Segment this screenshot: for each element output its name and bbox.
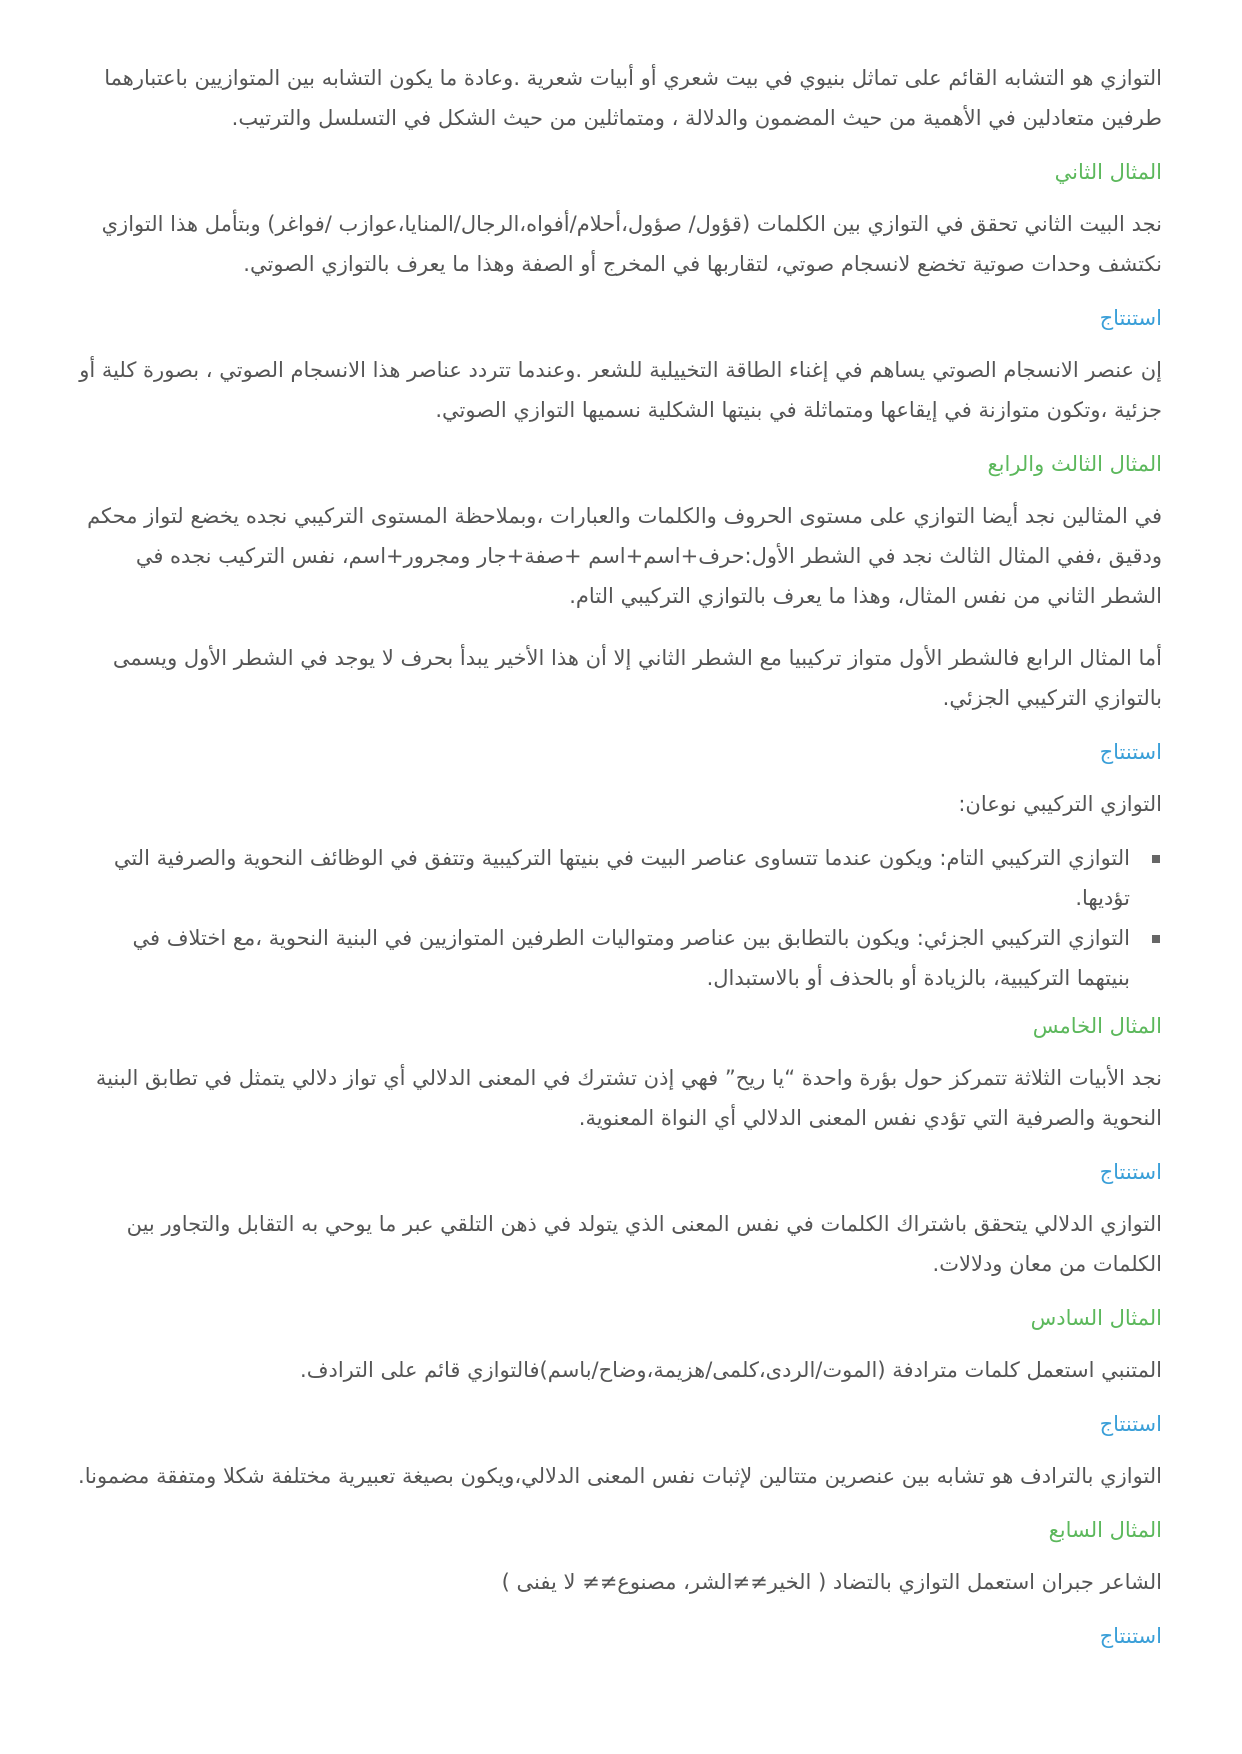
example5-heading: المثال الخامس: [1032, 1014, 1162, 1038]
example34-paragraph: في المثالين نجد أيضا التوازي على مستوى الحروف والكلمات والعبارات ،وبملاحظة المستوى التركيبي نجده يخضع لتواز محكم ودقيق ،ففي المثال الثالث نجد في الشطر الأول:حرف+اسم+اسم +صفة+جار ومجرور+اسم، نفس التركيب نجده في الشطر الثاني من نفس المثال، وهذا ما يعرف بالتوازي التركيبي التام.: [87, 504, 1162, 608]
example7-heading: المثال السابع: [1048, 1518, 1162, 1542]
conclusion2-intro: التوازي التركيبي نوعان:: [958, 792, 1162, 816]
conclusion3-heading: استنتاج: [1099, 1160, 1162, 1184]
conclusion5-heading: استنتاج: [1099, 1624, 1162, 1648]
example7-paragraph: الشاعر جبران استعمل التوازي بالتضاد ( الخير≠≠الشر، مصنوع≠≠ لا يفنى ): [501, 1570, 1162, 1594]
conclusion1-heading: استنتاج: [1099, 306, 1162, 330]
conclusion3-paragraph: التوازي الدلالي يتحقق باشتراك الكلمات في نفس المعنى الذي يتولد في ذهن التلقي عبر ما يوحي به التقابل والتجاور بين الكلمات من معان ودلالات.: [126, 1212, 1162, 1276]
example5-paragraph: نجد الأبيات الثلاثة تتمركز حول بؤرة واحدة “يا ريح” فهي إذن تشترك في المعنى الدلالي أي تواز دلالي يتمثل في تطابق البنية النحوية والصرفية التي تؤدي نفس المعنى الدلالي أي النواة المعنوية.: [95, 1066, 1162, 1130]
conclusion2-heading: استنتاج: [1099, 740, 1162, 764]
example2-paragraph: نجد البيت الثاني تحقق في التوازي بين الكلمات (قؤول/ صؤول،أحلام/أفواه،الرجال/المنايا،عوازب /فواغر) وبتأمل هذا التوازي نكتشف وحدات صوتية تخضع لانسجام صوتي، لتقاربها في المخرج أو الصفة وهذا ما يعرف بالتوازي الصوتي.: [101, 212, 1162, 276]
list-item-text: التوازي التركيبي التام: ويكون عندما تتساوى عناصر البيت في بنيتها التركيبية وتتفق في الوظائف النحوية والصرفية التي تؤديها.: [113, 846, 1130, 910]
intro-paragraph: التوازي هو التشابه القائم على تماثل بنيوي في بيت شعري أو أبيات شعرية .وعادة ما يكون التشابه بين المتوازيين باعتبارهما طرفين متعادلين في الأهمية من حيث المضمون والدلالة ، ومتماثلين من حيث الشكل في التسلسل والترتيب.: [104, 66, 1162, 130]
conclusion4-heading: استنتاج: [1099, 1412, 1162, 1436]
conclusion1-paragraph: إن عنصر الانسجام الصوتي يساهم في إغناء الطاقة التخييلية للشعر .وعندما تتردد عناصر هذا الانسجام الصوتي ، بصورة كلية أو جزئية ،وتكون متوازنة في إيقاعها ومتماثلة في بنيتها الشكلية نسميها التوازي الصوتي.: [79, 358, 1162, 422]
document-body: [78, 58, 1162, 1668]
example6-heading: المثال السادس: [1030, 1306, 1162, 1330]
conclusion2-list: [78, 838, 1162, 998]
list-item-text: التوازي التركيبي الجزئي: ويكون بالتطابق بين عناصر ومتواليات الطرفين المتوازيين في البنية النحوية ،مع اختلاف في بنيتهما التركيبية، بالزيادة أو بالحذف أو بالاستبدال.: [132, 926, 1130, 990]
square-bullet-icon: [1152, 855, 1160, 863]
list-item: [78, 918, 1130, 998]
example6-paragraph: المتنبي استعمل كلمات مترادفة (الموت/الردى،كلمى/هزيمة،وضاح/باسم)فالتوازي قائم على الترادف.: [300, 1358, 1162, 1382]
example34-heading: المثال الثالث والرابع: [987, 452, 1162, 476]
square-bullet-icon: [1152, 935, 1160, 943]
example2-heading: المثال الثاني: [1054, 160, 1162, 184]
list-item: [78, 838, 1130, 918]
conclusion4-paragraph: التوازي بالترادف هو تشابه بين عنصرين متتالين لإثبات نفس المعنى الدلالي،ويكون بصيغة تعبيرية مختلفة شكلا ومتفقة مضمونا.: [78, 1464, 1162, 1488]
example4-paragraph: أما المثال الرابع فالشطر الأول متواز تركيبيا مع الشطر الثاني إلا أن هذا الأخير يبدأ بحرف لا يوجد في الشطر الأول ويسمى بالتوازي التركيبي الجزئي.: [112, 646, 1162, 710]
